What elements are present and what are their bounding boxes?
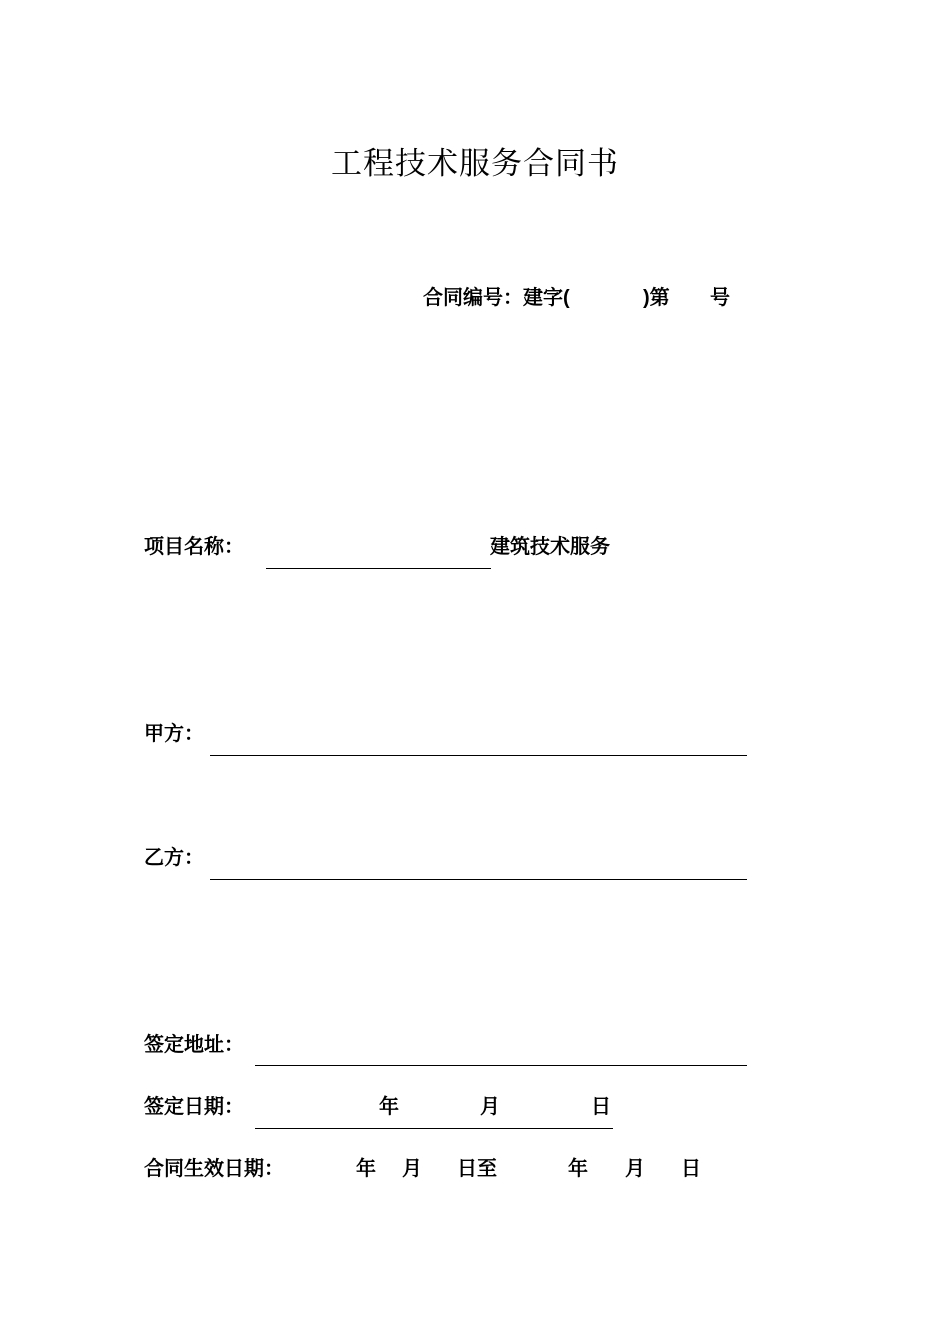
- contract-number-label: 合同编号：建字(: [423, 287, 570, 309]
- effective-start-year: 年: [356, 1158, 376, 1180]
- signing-date-label: 签定日期：: [144, 1096, 244, 1118]
- party-b-field[interactable]: [210, 879, 747, 880]
- party-a-field[interactable]: [210, 755, 747, 756]
- contract-number-suffix: 号: [710, 287, 730, 309]
- signing-date-day: 日: [591, 1096, 611, 1118]
- signing-date-field[interactable]: [255, 1128, 613, 1129]
- effective-date-label: 合同生效日期：: [144, 1158, 284, 1180]
- effective-end-year: 年: [568, 1158, 588, 1180]
- effective-start-month: 月: [402, 1158, 422, 1180]
- signing-date-month: 月: [480, 1096, 500, 1118]
- effective-end-day: 日: [681, 1158, 701, 1180]
- contract-number-close: )第: [643, 287, 670, 309]
- effective-end-month: 月: [625, 1158, 645, 1180]
- document-title: 工程技术服务合同书: [331, 146, 619, 182]
- signing-address-label: 签定地址：: [144, 1034, 244, 1056]
- project-name-field[interactable]: [266, 568, 491, 569]
- effective-start-day-to: 日至: [457, 1158, 497, 1180]
- party-b-label: 乙方：: [144, 847, 204, 869]
- project-name-value: 建筑技术服务: [490, 536, 610, 558]
- party-a-label: 甲方：: [144, 723, 204, 745]
- signing-address-field[interactable]: [255, 1065, 747, 1066]
- project-name-label: 项目名称：: [144, 536, 244, 558]
- signing-date-year: 年: [379, 1096, 399, 1118]
